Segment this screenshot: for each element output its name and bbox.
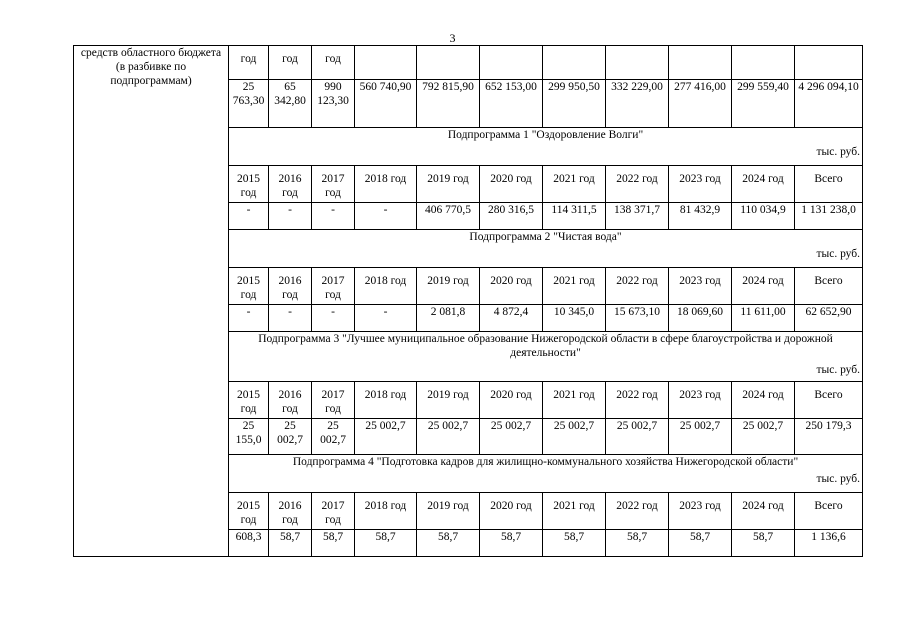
year-header-cell: 2016 год	[269, 166, 312, 203]
year-header-cell: 2019 год	[417, 382, 480, 419]
unit-label: тыс. руб.	[816, 473, 860, 485]
value-cell: 81 432,9	[669, 203, 732, 230]
year-header-cell: Всего	[795, 166, 863, 203]
year-header-cell: Всего	[795, 268, 863, 305]
value-cell: 58,7	[312, 530, 355, 557]
value-cell: -	[355, 305, 417, 332]
value-cell: 25 002,7	[269, 419, 312, 455]
year-header-cell: 2022 год	[606, 493, 669, 530]
value-cell: 608,3	[229, 530, 269, 557]
year-header-cell: 2021 год	[543, 166, 606, 203]
value-cell: 58,7	[543, 530, 606, 557]
table-cell: 4 296 094,10	[795, 80, 863, 128]
year-header-cell: 2018 год	[355, 268, 417, 305]
subprogram-title-text: Подпрограмма 4 "Подготовка кадров для жилищно-коммунального хозяйства Нижегородской области"	[292, 456, 799, 468]
value-cell: 406 770,5	[417, 203, 480, 230]
value-cell: 58,7	[355, 530, 417, 557]
year-header-cell: 2024 год	[732, 166, 795, 203]
year-header-cell: 2017 год	[312, 493, 355, 530]
year-header-cell: 2021 год	[543, 493, 606, 530]
value-cell: 58,7	[669, 530, 732, 557]
value-cell: -	[269, 203, 312, 230]
table-cell	[732, 46, 795, 80]
value-cell: 138 371,7	[606, 203, 669, 230]
value-cell: 25 002,7	[732, 419, 795, 455]
page-number: 3	[449, 31, 456, 45]
value-cell: 62 652,90	[795, 305, 863, 332]
value-cell: -	[312, 203, 355, 230]
year-header-cell: 2021 год	[543, 382, 606, 419]
value-cell: 25 002,7	[417, 419, 480, 455]
table-cell: год	[269, 46, 312, 80]
subprogram-title	[229, 230, 863, 268]
year-header-cell: 2017 год	[312, 382, 355, 419]
subprogram-title	[229, 332, 863, 382]
table-cell	[795, 46, 863, 80]
table-cell	[355, 46, 417, 80]
table-cell: 792 815,90	[417, 80, 480, 128]
table-cell	[606, 46, 669, 80]
value-cell: 58,7	[732, 530, 795, 557]
value-cell: 114 311,5	[543, 203, 606, 230]
subprogram-title-text: Подпрограмма 3 "Лучшее муниципальное образование Нижегородской области в сфере благоустройства и дорожной деятельности"	[258, 333, 833, 359]
value-cell: -	[312, 305, 355, 332]
year-header-cell: 2019 год	[417, 166, 480, 203]
year-header-cell: 2024 год	[732, 268, 795, 305]
value-cell: 1 136,6	[795, 530, 863, 557]
value-cell: 25 002,7	[480, 419, 543, 455]
year-header-cell: 2022 год	[606, 166, 669, 203]
value-cell: 280 316,5	[480, 203, 543, 230]
year-header-cell: 2023 год	[669, 268, 732, 305]
value-cell: 58,7	[606, 530, 669, 557]
value-cell: 25 002,7	[606, 419, 669, 455]
year-header-cell: 2018 год	[355, 166, 417, 203]
year-header-cell: 2018 год	[355, 382, 417, 419]
year-header-cell: 2018 год	[355, 493, 417, 530]
year-header-cell: 2021 год	[543, 268, 606, 305]
year-header-cell: 2015 год	[229, 166, 269, 203]
value-cell: 4 872,4	[480, 305, 543, 332]
value-cell: 110 034,9	[732, 203, 795, 230]
table-cell	[480, 46, 543, 80]
year-header-cell: 2022 год	[606, 268, 669, 305]
value-cell: 25 002,7	[543, 419, 606, 455]
year-header-cell: 2024 год	[732, 382, 795, 419]
value-cell: -	[355, 203, 417, 230]
table-cell: 65 342,80	[269, 80, 312, 128]
table-cell: 652 153,00	[480, 80, 543, 128]
table-cell: 299 950,50	[543, 80, 606, 128]
year-header-cell: 2023 год	[669, 493, 732, 530]
year-header-cell: Всего	[795, 382, 863, 419]
year-header-cell: 2019 год	[417, 268, 480, 305]
year-header-cell: 2019 год	[417, 493, 480, 530]
table-cell: 299 559,40	[732, 80, 795, 128]
subprogram-title-text: Подпрограмма 1 "Оздоровление Волги"	[447, 129, 644, 141]
year-header-cell: 2015 год	[229, 382, 269, 419]
table-row	[74, 46, 863, 80]
year-header-cell: 2016 год	[269, 382, 312, 419]
table-cell: 990 123,30	[312, 80, 355, 128]
table-cell	[669, 46, 732, 80]
unit-label: тыс. руб.	[816, 248, 860, 260]
subprogram-title-text: Подпрограмма 2 "Чистая вода"	[469, 231, 622, 243]
year-header-cell: 2015 год	[229, 268, 269, 305]
value-cell: 18 069,60	[669, 305, 732, 332]
year-header-cell: 2017 год	[312, 268, 355, 305]
table-cell: 332 229,00	[606, 80, 669, 128]
value-cell: 10 345,0	[543, 305, 606, 332]
year-header-cell: 2016 год	[269, 493, 312, 530]
value-cell: 58,7	[269, 530, 312, 557]
value-cell: -	[229, 203, 269, 230]
funding-source-label: средств областного бюджета (в разбивке по подпрограммам)	[74, 46, 229, 557]
table-cell	[417, 46, 480, 80]
year-header-cell: 2016 год	[269, 268, 312, 305]
year-header-cell: 2022 год	[606, 382, 669, 419]
year-header-cell: 2020 год	[480, 493, 543, 530]
value-cell: 11 611,00	[732, 305, 795, 332]
value-cell: 58,7	[417, 530, 480, 557]
year-header-cell: 2020 год	[480, 382, 543, 419]
value-cell: -	[269, 305, 312, 332]
table-cell: 25 763,30	[229, 80, 269, 128]
subprogram-title	[229, 455, 863, 493]
table-cell: год	[229, 46, 269, 80]
year-header-cell: 2017 год	[312, 166, 355, 203]
value-cell: 1 131 238,0	[795, 203, 863, 230]
value-cell: 25 002,7	[669, 419, 732, 455]
year-header-cell: 2024 год	[732, 493, 795, 530]
table-cell: 560 740,90	[355, 80, 417, 128]
value-cell: 58,7	[480, 530, 543, 557]
value-cell: 15 673,10	[606, 305, 669, 332]
value-cell: -	[229, 305, 269, 332]
subprogram-title	[229, 128, 863, 166]
budget-table	[73, 45, 863, 557]
year-header-cell: 2015 год	[229, 493, 269, 530]
table-cell: год	[312, 46, 355, 80]
value-cell: 25 002,7	[355, 419, 417, 455]
value-cell: 25 002,7	[312, 419, 355, 455]
value-cell: 250 179,3	[795, 419, 863, 455]
unit-label: тыс. руб.	[816, 146, 860, 158]
unit-label: тыс. руб.	[816, 364, 860, 376]
year-header-cell: 2023 год	[669, 382, 732, 419]
value-cell: 25 155,0	[229, 419, 269, 455]
year-header-cell: 2020 год	[480, 166, 543, 203]
year-header-cell: 2023 год	[669, 166, 732, 203]
table-cell	[543, 46, 606, 80]
year-header-cell: 2020 год	[480, 268, 543, 305]
value-cell: 2 081,8	[417, 305, 480, 332]
year-header-cell: Всего	[795, 493, 863, 530]
table-cell: 277 416,00	[669, 80, 732, 128]
